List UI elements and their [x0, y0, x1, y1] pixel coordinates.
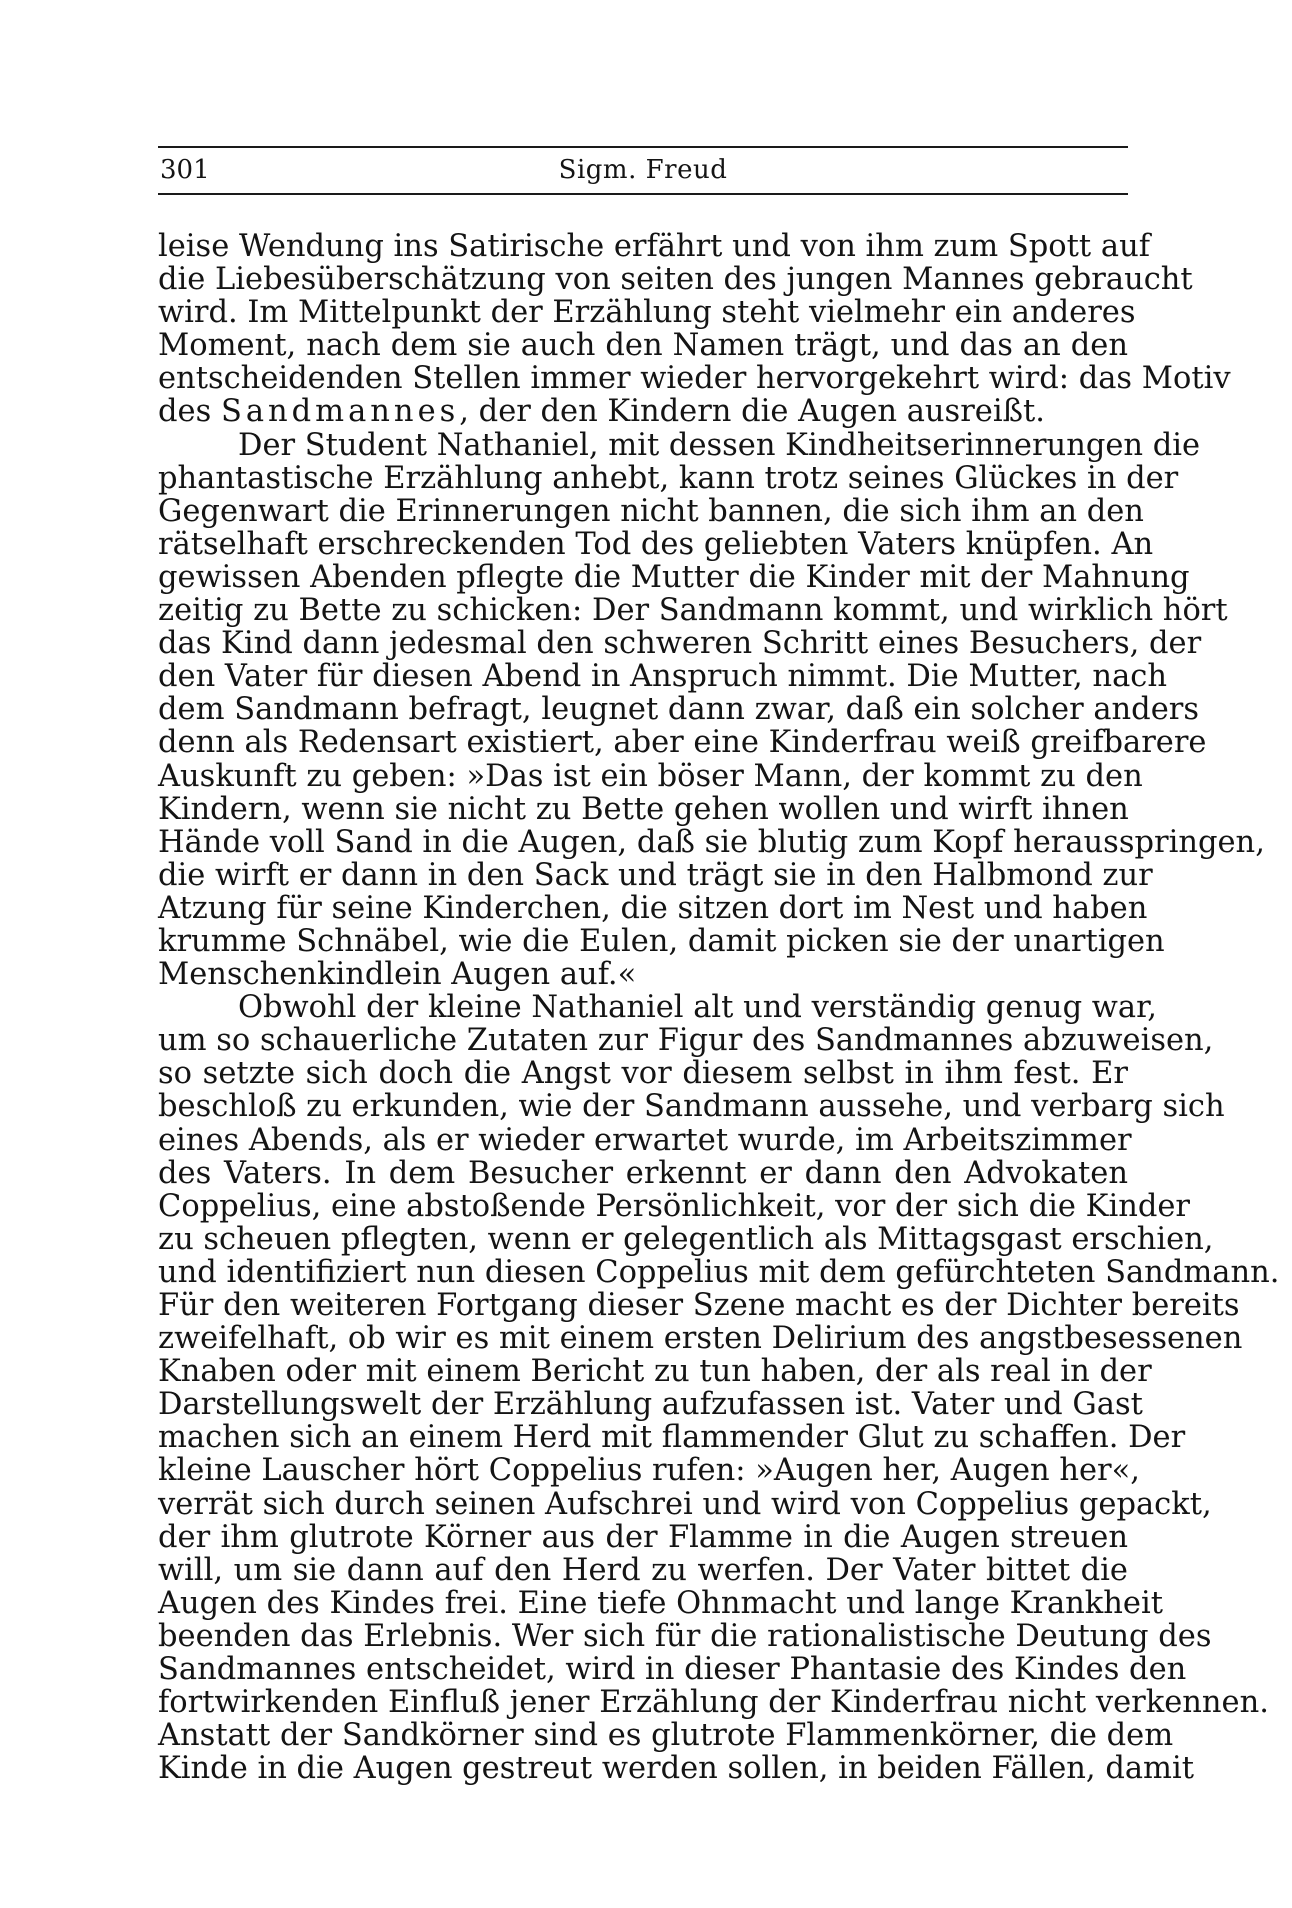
text-line: Hände voll Sand in die Augen, daß sie blutig zum Kopf herausspringen,	[158, 824, 1265, 860]
text-line: eines Abends, als er wieder erwartet wurde, im Arbeitszimmer	[158, 1122, 1132, 1158]
text-line: denn als Redensart existiert, aber eine Kinderfrau weiß greifbarere	[158, 725, 1207, 761]
text-line: den Vater für diesen Abend in Anspruch nimmt. Die Mutter, nach	[158, 659, 1167, 695]
text-line: Menschenkindlein Augen auf.«	[158, 957, 637, 993]
header-top-rule	[158, 146, 1128, 148]
text-line: Moment, nach dem sie auch den Namen trägt, und das an den	[158, 328, 1128, 364]
text-line: Anstatt der Sandkörner sind es glutrote Flammenkörner, die dem	[158, 1718, 1174, 1754]
text-line: phantastische Erzählung anhebt, kann trotz seines Glückes in der	[158, 460, 1179, 496]
text-line: will, um sie dann auf den Herd zu werfen. Der Vater bittet die	[158, 1552, 1128, 1588]
text-line: wird. Im Mittelpunkt der Erzählung steht vielmehr ein anderes	[158, 295, 1136, 331]
text-line: Coppelius, eine abstoßende Persönlichkeit, vor der sich die Kinder	[158, 1188, 1191, 1224]
text-line: entscheidenden Stellen immer wieder hervorgekehrt wird: das Motiv	[158, 361, 1231, 397]
text-line: krumme Schnäbel, wie die Eulen, damit picken sie der unartigen	[158, 923, 1165, 959]
text-line: zu scheuen pflegten, wenn er gelegentlich als Mittagsgast erschien,	[158, 1221, 1214, 1257]
text-line: so setzte sich doch die Angst vor diesem selbst in ihm fest. Er	[158, 1056, 1128, 1092]
text-line: Atzung für seine Kinderchen, die sitzen dort im Nest und haben	[158, 890, 1148, 926]
header-bottom-rule	[158, 193, 1128, 195]
text-line: der ihm glutrote Körner aus der Flamme in die Augen streuen	[158, 1519, 1128, 1555]
text-line: Auskunft zu geben: »Das ist ein böser Mann, der kommt zu den	[158, 758, 1143, 794]
text-span: des	[158, 394, 212, 430]
text-line: leise Wendung ins Satirische erfährt und von ihm zum Spott auf	[158, 229, 1150, 264]
text-line: Gegenwart die Erinnerungen nicht bannen, die sich ihm an den	[158, 493, 1144, 529]
text-line: Sandmannes entscheidet, wird in dieser Phantasie des Kindes den	[158, 1652, 1187, 1688]
text-line: um so schauerliche Zutaten zur Figur des Sandmannes abzuweisen,	[158, 1023, 1214, 1059]
text-line: die Liebesüberschätzung von seiten des jungen Mannes gebraucht	[158, 262, 1193, 298]
text-line: Knaben oder mit einem Bericht zu tun haben, der als real in der	[158, 1354, 1152, 1390]
text-line: Kindern, wenn sie nicht zu Bette gehen wollen und wirft ihnen	[158, 791, 1129, 827]
text-line: kleine Lauscher hört Coppelius rufen: »Augen her, Augen her«,	[158, 1453, 1140, 1489]
text-line: rätselhaft erschreckenden Tod des geliebten Vaters knüpfen. An	[158, 526, 1154, 562]
text-line: Kinde in die Augen gestreut werden sollen, in beiden Fällen, damit	[158, 1751, 1194, 1787]
text-line: die wirft er dann in den Sack und trägt sie in den Halbmond zur	[158, 857, 1153, 893]
body-text	[158, 229, 1280, 1787]
text-line: und identifiziert nun diesen Coppelius mit dem gefürchteten Sandmann.	[158, 1254, 1280, 1290]
text-line: machen sich an einem Herd mit flammender Glut zu schaffen. Der	[158, 1420, 1186, 1456]
emphasized-word: Sandmannes	[220, 394, 460, 430]
text-line: zeitig zu Bette zu schicken: Der Sandmann kommt, und wirklich hört	[158, 593, 1228, 629]
text-line: gewissen Abenden pflegte die Mutter die Kinder mit der Mahnung	[158, 559, 1190, 595]
text-line: beschloß zu erkunden, wie der Sandmann aussehe, und verbarg sich	[158, 1089, 1225, 1125]
text-line: Darstellungswelt der Erzählung aufzufassen ist. Vater und Gast	[158, 1387, 1143, 1423]
text-line: Obwohl der kleine Nathaniel alt und verständig genug war,	[238, 990, 1158, 1026]
text-span: , der den Kindern die Augen ausreißt.	[459, 394, 1045, 430]
text-line: das Kind dann jedesmal den schweren Schritt eines Besuchers, der	[158, 626, 1202, 662]
text-line: Augen des Kindes frei. Eine tiefe Ohnmacht und lange Krankheit	[158, 1585, 1163, 1621]
text-line: des Vaters. In dem Besucher erkennt er dann den Advokaten	[158, 1155, 1128, 1191]
text-line: fortwirkenden Einfluß jener Erzählung der Kinderfrau nicht verkennen.	[158, 1685, 1269, 1721]
text-line	[158, 395, 1128, 428]
running-head: Sigm. Freud	[558, 155, 728, 185]
text-line: Der Student Nathaniel, mit dessen Kindheitserinnerungen die	[238, 427, 1201, 463]
page-header	[158, 150, 1128, 190]
page-number: 301	[160, 155, 210, 185]
text-line: beenden das Erlebnis. Wer sich für die rationalistische Deutung des	[158, 1618, 1212, 1654]
text-line: verrät sich durch seinen Aufschrei und wird von Coppelius gepackt,	[158, 1486, 1212, 1522]
text-line: zweifelhaft, ob wir es mit einem ersten Delirium des angstbesessenen	[158, 1321, 1243, 1357]
text-line: dem Sandmann befragt, leugnet dann zwar, daß ein solcher anders	[158, 692, 1199, 728]
text-line: Für den weiteren Fortgang dieser Szene macht es der Dichter bereits	[158, 1288, 1240, 1323]
